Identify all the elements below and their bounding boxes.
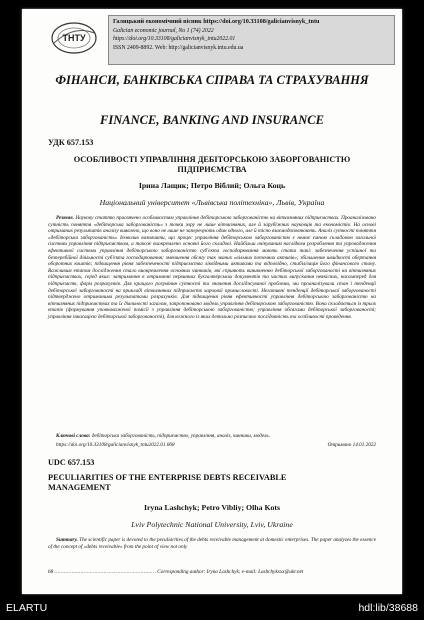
footer-dots: ………………………………………………………… [54,569,156,575]
corresponding-author: Corresponding author: Iryna Lashchyk; e-mail: Lashchykxxx@ukr.net [157,569,304,575]
document-page [22,9,402,594]
article-doi-link[interactable]: https://doi.org/10.33108/galicianvisnyk_tntu2022.01.068 [56,442,175,448]
university-logo [50,19,98,57]
abstract-ua [48,215,376,321]
affiliation-en: Lviv Polytechnic National University, Lviv, Ukraine [131,520,293,529]
article-title-en: PECULIARITIES OF THE ENTERPRISE DEBTS RECEIVABLE MANAGEMENT [48,473,287,492]
section-title-ua: ФІНАНСИ, БАНКІВСЬКА СПРАВА ТА СТРАХУВАННЯ [55,73,369,87]
summary-en [48,537,376,550]
keywords-text: дебіторська заборгованість, підприємство, управління, аналіз, чинники, модель. [91,433,271,439]
authors-en: Iryna Lashchyk; Petro Vibliy; Olha Kots [143,503,281,512]
summary-label: Summary. [56,537,78,543]
keywords-label: Ключові слова: [56,433,91,439]
page-number: 68 [48,569,54,575]
journal-header [50,15,394,65]
journal-issn[interactable]: ISSN 2409-8892. Web: http://galicianvisnyk.tntu.edu.ua [113,44,244,51]
repository-name: ELARTU [6,602,48,614]
keywords-ua [48,433,376,439]
viewer-bottom-bar [0,596,424,620]
journal-title-ua: Галицький економічний вісник https://doi.org/10.33108/galicianvisnyk_tntu [113,18,320,25]
udc-ua: УДК 657.153 [48,138,94,147]
received-date: Отримано 14.01.2022 [327,442,376,448]
section-title-en: FINANCE, BANKING AND INSURANCE [100,113,324,127]
article-title-ua: ОСОБЛИВОСТІ УПРАВЛІННЯ ДЕБІТОРСЬКОЮ ЗАБОРГОВАНІСТЮ ПІДПРИЄМСТВА [73,155,351,174]
journal-info-box [108,15,395,65]
logo-text: ТНТУ [62,33,86,43]
affiliation-ua: Національний університет «Львівська політехніка», Львів, Україна [99,198,325,207]
journal-doi[interactable]: https://doi.org/10.33108/galicianvisnyk_tntu2022.01 [113,36,236,43]
page-footer [48,569,376,575]
handle-id[interactable]: hdl:lib/38688 [358,602,418,614]
authors-ua: Ірина Лащик; Петро Віблий; Ольга Коць [138,181,286,190]
abstract-text: Наукову статтю присвячено особливостям управління дебіторською заборгованістю на вітчизняних підприємствах. Проаналізовано сутність поняття «дебіторська заборгованість» з точки зору не лише вітчизняних, але й зарубіжних науковців та економістів. На основі отриманих результатів аналізу виявлено, що воно не лише не заперечують один одного, але й тісно взаємодоповнюють. Аналіз сутності поняття «дебіторська заборгованість» дозволив визначити, що процес управління дебіторською заборгованістю є немає ємною складовою загальної системи управління підприємством, а також виокремлено основні його складові. Найбільш очікуваним наслідком розроблення та упровадження ефективної системи управління дебіторською заборгованістю суб'єкта господарювання мають стати такі: забезпечення успішної та безперебійної діяльності суб'єкта господарювання; зменшення обсягу так званих «вільних поточних активів»; збільшення швидкості обертання оборотних коштів; підвищення рівня забезпеченості підприємства ліквідними активами та відповідно, стабілізація його фінансового стану. Важливим етапом дослідження стало виокремлення основних чинників, які сприяють виникненню дебіторської заборгованості на вітчизняних підприємствах, серед яких: затримання в отриманні первинних бухгалтерських документів та частих випускання неякісних, насамперед для підприємств, форм розрахунків. Для кращого розуміння сутності та значення досліджуваної проблеми, ми проаналізували стан і тенденції дебіторської заборгованості на прикладі вітчизняних підприємств харчової промисловості. Негативні тенденції дебіторської заборгованості підтверджено отриманими результатами розрахунків. Для підвищення рівня ефективності управління дебіторською заборгованістю на вітчизняних підприємствах та їх діяльності загалом, запропоновано модель управління дебіторською заборгованістю. Вона складається із трьох етапів (формування уповноваженої помісії з управління дебіторською заборгованістю; управління обсягами дебіторської заборгованості; управління інкасацією дебіторської заборгованості), для кожного із яких детально розписано послідовність та особливості проведення. [48,215,376,320]
journal-title-en: Galician economic journal, No 1 (74) 2022 [113,27,214,34]
doi-row [48,442,376,450]
summary-text: The scientific paper is devoted to the peculiarities of the debts receivable management at domestic enterprises. The paper analyzes the essence of the concept of «debts receivable» from the point of view not only [48,537,377,550]
udc-en: UDC 657.153 [48,458,95,467]
abstract-label: Резюме. [56,215,74,221]
